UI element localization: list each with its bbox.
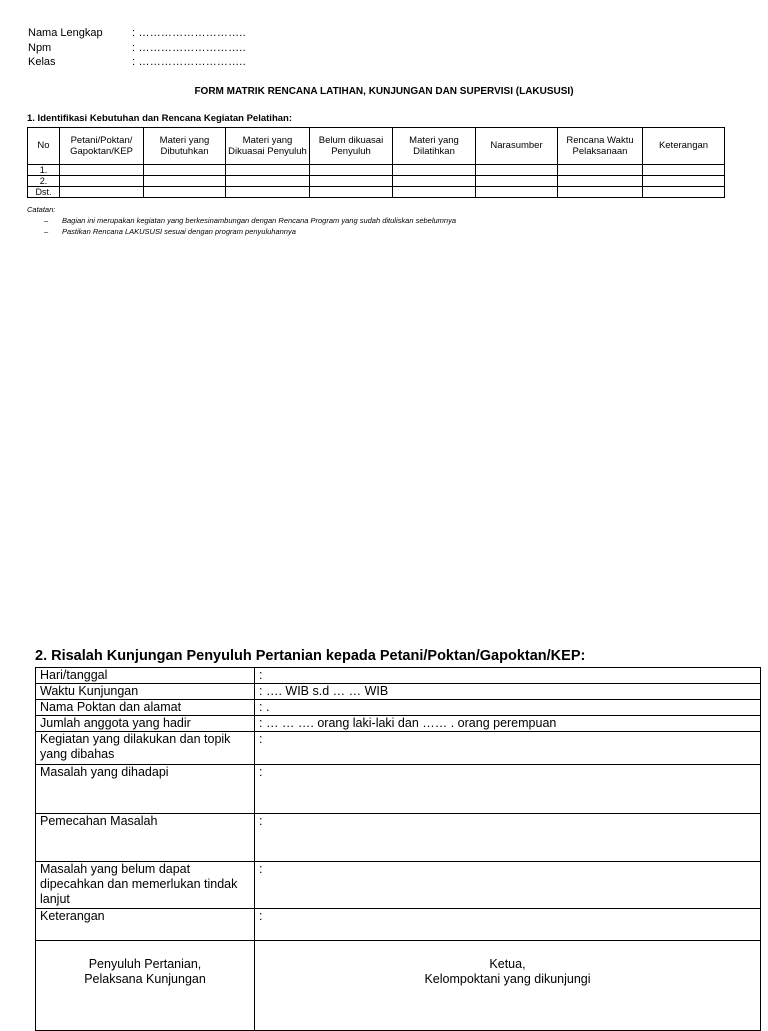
table-cell[interactable] (558, 187, 643, 198)
visit-label: Masalah yang belum dapat dipecahkan dan memerlukan tindak lanjut (36, 862, 255, 909)
training-plan-table (27, 127, 725, 198)
row-number: 1. (28, 165, 60, 176)
col-header-belum-dikuasai: Belum dikuasai Penyuluh (310, 128, 393, 165)
visit-row-time (36, 684, 761, 700)
visit-label: Keterangan (36, 909, 255, 941)
table-cell[interactable] (226, 176, 310, 187)
visit-value-field[interactable]: : (255, 814, 761, 862)
visit-label: Pemecahan Masalah (36, 814, 255, 862)
note-item (44, 226, 456, 237)
visit-summary-table (35, 667, 761, 1031)
col-header-materi-dilatihkan: Materi yang Dilatihkan (393, 128, 476, 165)
table-cell[interactable] (144, 165, 226, 176)
visit-row-followup (36, 862, 761, 909)
table-cell[interactable] (393, 187, 476, 198)
table-cell[interactable] (60, 165, 144, 176)
row-number: 2. (28, 176, 60, 187)
visit-row-poktan (36, 700, 761, 716)
table-cell[interactable] (643, 187, 725, 198)
visit-row-date (36, 668, 761, 684)
col-header-narasumber: Narasumber (476, 128, 558, 165)
table-cell[interactable] (310, 187, 393, 198)
visit-value-field[interactable]: : (255, 909, 761, 941)
note-dash: – (44, 216, 49, 225)
note-text: Pastikan Rencana LAKUSUSI sesuai dengan program penyuluhannya (62, 227, 296, 236)
signature-right-label: Ketua, Kelompoktani yang dikunjungi (424, 957, 591, 986)
notes-label: Catatan: (27, 205, 56, 214)
table-header-row (28, 128, 725, 165)
signature-left[interactable] (36, 941, 255, 1031)
note-text: Bagian ini merupakan kegiatan yang berkesinambungan dengan Rencana Program yang sudah dituliskan sebelumnya (62, 216, 457, 225)
visit-row-notes (36, 909, 761, 941)
table-cell[interactable] (60, 176, 144, 187)
col-header-keterangan: Keterangan (643, 128, 725, 165)
visit-value-field[interactable]: : …. WIB s.d … … WIB (255, 684, 761, 700)
visit-label: Hari/tanggal (36, 668, 255, 684)
class-label: Kelas (28, 56, 56, 68)
section1-title: 1. Identifikasi Kebutuhan dan Rencana Kegiatan Pelatihan: (27, 113, 292, 124)
note-item (44, 215, 456, 226)
visit-label: Masalah yang dihadapi (36, 765, 255, 814)
visit-value-field[interactable]: : . (255, 700, 761, 716)
visit-value-field[interactable]: : (255, 668, 761, 684)
table-cell[interactable] (393, 165, 476, 176)
visit-label: Nama Poktan dan alamat (36, 700, 255, 716)
table-cell[interactable] (393, 176, 476, 187)
visit-value-field[interactable]: : (255, 732, 761, 765)
signature-row (36, 941, 761, 1031)
table-cell[interactable] (144, 176, 226, 187)
table-cell[interactable] (226, 187, 310, 198)
name-label: Nama Lengkap (28, 27, 103, 39)
visit-row-solution (36, 814, 761, 862)
col-header-petani: Petani/Poktan/ Gapoktan/KEP (60, 128, 144, 165)
row-number: Dst. (28, 187, 60, 198)
note-dash: – (44, 227, 49, 236)
signature-left-label: Penyuluh Pertanian, Pelaksana Kunjungan (84, 957, 206, 986)
visit-row-activity (36, 732, 761, 765)
identity-row-class (28, 55, 246, 70)
identity-block (28, 26, 246, 70)
col-header-no: No (28, 128, 60, 165)
table-cell[interactable] (558, 176, 643, 187)
col-header-materi-dikuasai: Materi yang Dikuasai Penyuluh (226, 128, 310, 165)
name-value: : ……………………….. (132, 27, 246, 39)
visit-row-problem (36, 765, 761, 814)
identity-row-name (28, 26, 246, 41)
table-cell[interactable] (476, 187, 558, 198)
visit-label: Waktu Kunjungan (36, 684, 255, 700)
form-title: FORM MATRIK RENCANA LATIHAN, KUNJUNGAN DAN SUPERVISI (LAKUSUSI) (194, 86, 574, 97)
table-cell[interactable] (60, 187, 144, 198)
visit-label: Jumlah anggota yang hadir (36, 716, 255, 732)
table-cell[interactable] (643, 176, 725, 187)
table-row (28, 165, 725, 176)
table-row (28, 176, 725, 187)
table-cell[interactable] (310, 165, 393, 176)
table-cell[interactable] (144, 187, 226, 198)
npm-label: Npm (28, 41, 52, 54)
identity-row-npm (28, 41, 246, 56)
visit-row-attendance (36, 716, 761, 732)
table-cell[interactable] (643, 165, 725, 176)
table-cell[interactable] (558, 165, 643, 176)
visit-label: Kegiatan yang dilakukan dan topik yang dibahas (36, 732, 255, 765)
col-header-materi-dibutuhkan: Materi yang Dibutuhkan (144, 128, 226, 165)
signature-right[interactable] (255, 941, 761, 1031)
section2-title: 2. Risalah Kunjungan Penyuluh Pertanian kepada Petani/Poktan/Gapoktan/KEP: (35, 648, 586, 664)
table-cell[interactable] (476, 165, 558, 176)
npm-value: : ……………………….. (132, 41, 246, 54)
table-cell[interactable] (310, 176, 393, 187)
visit-value-field[interactable]: : … … …. orang laki-laki dan …… . orang perempuan (255, 716, 761, 732)
visit-value-field[interactable]: : (255, 862, 761, 909)
table-cell[interactable] (476, 176, 558, 187)
table-cell[interactable] (226, 165, 310, 176)
class-value: : ……………………….. (132, 56, 246, 68)
col-header-rencana-waktu: Rencana Waktu Pelaksanaan (558, 128, 643, 165)
visit-value-field[interactable]: : (255, 765, 761, 814)
table-row (28, 187, 725, 198)
notes-block (27, 204, 456, 237)
